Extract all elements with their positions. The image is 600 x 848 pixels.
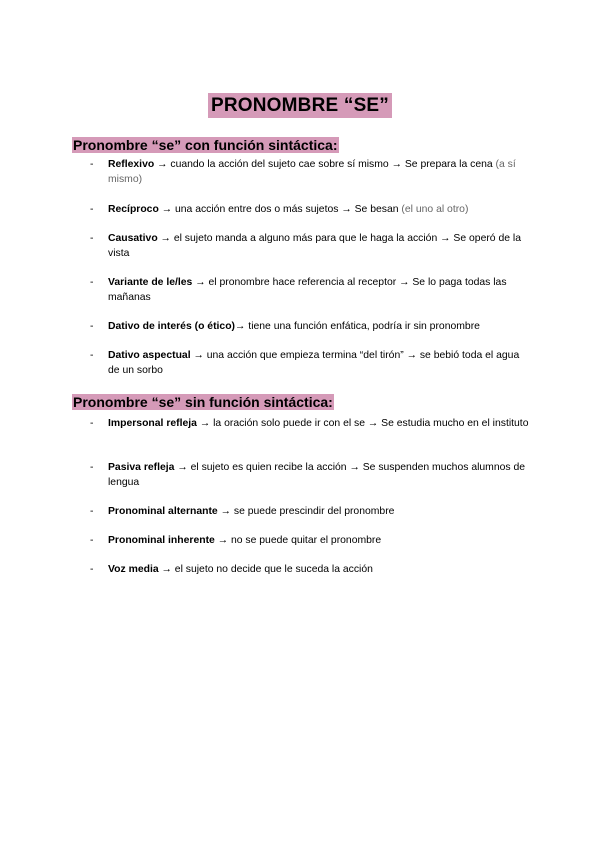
- section-heading-con-funcion: Pronombre “se” con función sintáctica:: [73, 137, 338, 153]
- item-text: → se puede prescindir del pronombre: [217, 506, 395, 517]
- item-text: → no se puede quitar el pronombre: [214, 535, 382, 546]
- list-item-content: [108, 504, 530, 519]
- item-text: → la oración solo puede ir con el se → Se estudia mucho en el instituto: [196, 418, 529, 429]
- list-item-content: [108, 460, 530, 490]
- item-text: → el sujeto es quien recibe la acción → Se suspenden muchos alumnos de lengua: [108, 462, 526, 488]
- item-term: Impersonal refleja: [108, 418, 197, 429]
- list-item-content: [108, 202, 530, 217]
- bullet-dash: -: [90, 233, 94, 244]
- list-item-content: [108, 157, 530, 187]
- list-item: [90, 348, 530, 378]
- list-item: [90, 416, 530, 431]
- item-term: Variante de le/les: [108, 277, 193, 288]
- item-term: Pronominal alternante: [108, 506, 218, 517]
- list-item-content: [108, 231, 530, 261]
- item-term: Recíproco: [108, 204, 159, 215]
- page-title: PRONOMBRE “SE”: [208, 93, 392, 118]
- bullet-dash: -: [90, 564, 94, 575]
- list-item-content: [108, 416, 530, 431]
- item-text: → el pronombre hace referencia al receptor → Se lo paga todas las mañanas: [108, 277, 507, 303]
- list-item: [90, 504, 530, 519]
- item-term: Reflexivo: [108, 159, 155, 170]
- list-item: [90, 562, 530, 577]
- bullet-dash: -: [90, 277, 94, 288]
- item-text: → cuando la acción del sujeto cae sobre sí mismo → Se prepara la cena: [154, 159, 496, 170]
- list-item-content: [108, 348, 530, 378]
- bullet-dash: -: [90, 535, 94, 546]
- item-aside: (a sí mismo): [108, 159, 516, 185]
- list-item-content: [108, 562, 530, 577]
- item-text: → el sujeto manda a alguno más para que le haga la acción → Se operó de la vista: [108, 233, 521, 259]
- item-term: Pasiva refleja: [108, 462, 175, 473]
- section-heading-sin-funcion: Pronombre “se” sin función sintáctica:: [73, 394, 333, 410]
- list-item: [90, 533, 530, 548]
- list-item: [90, 231, 530, 261]
- item-text: → una acción que empieza termina “del tirón” → se bebió toda el agua de un sorbo: [108, 350, 520, 376]
- item-aside: (el uno al otro): [401, 204, 469, 215]
- bullet-dash: -: [90, 159, 94, 170]
- bullet-dash: -: [90, 506, 94, 517]
- item-text: → una acción entre dos o más sujetos → Se besan: [158, 204, 402, 215]
- bullet-dash: -: [90, 350, 94, 361]
- list-item: [90, 460, 530, 490]
- bullet-dash: -: [90, 204, 94, 215]
- bullet-dash: -: [90, 418, 94, 429]
- item-text: → tiene una función enfática, podría ir sin pronombre: [235, 321, 480, 332]
- item-text: → el sujeto no decide que le suceda la acción: [158, 564, 373, 575]
- list-item-content: [108, 533, 530, 548]
- item-term: Pronominal inherente: [108, 535, 215, 546]
- list-item: [90, 275, 530, 305]
- bullet-dash: -: [90, 321, 94, 332]
- item-term: Dativo aspectual: [108, 350, 191, 361]
- item-term: Causativo: [108, 233, 158, 244]
- list-item-content: [108, 275, 530, 305]
- list-item-content: [108, 319, 530, 334]
- list-item: [90, 202, 530, 217]
- list-item: [90, 319, 530, 334]
- list-item: [90, 157, 530, 187]
- bullet-dash: -: [90, 462, 94, 473]
- item-term: Voz media: [108, 564, 159, 575]
- title-wrapper: [0, 93, 600, 118]
- item-term: Dativo de interés (o ético): [108, 321, 236, 332]
